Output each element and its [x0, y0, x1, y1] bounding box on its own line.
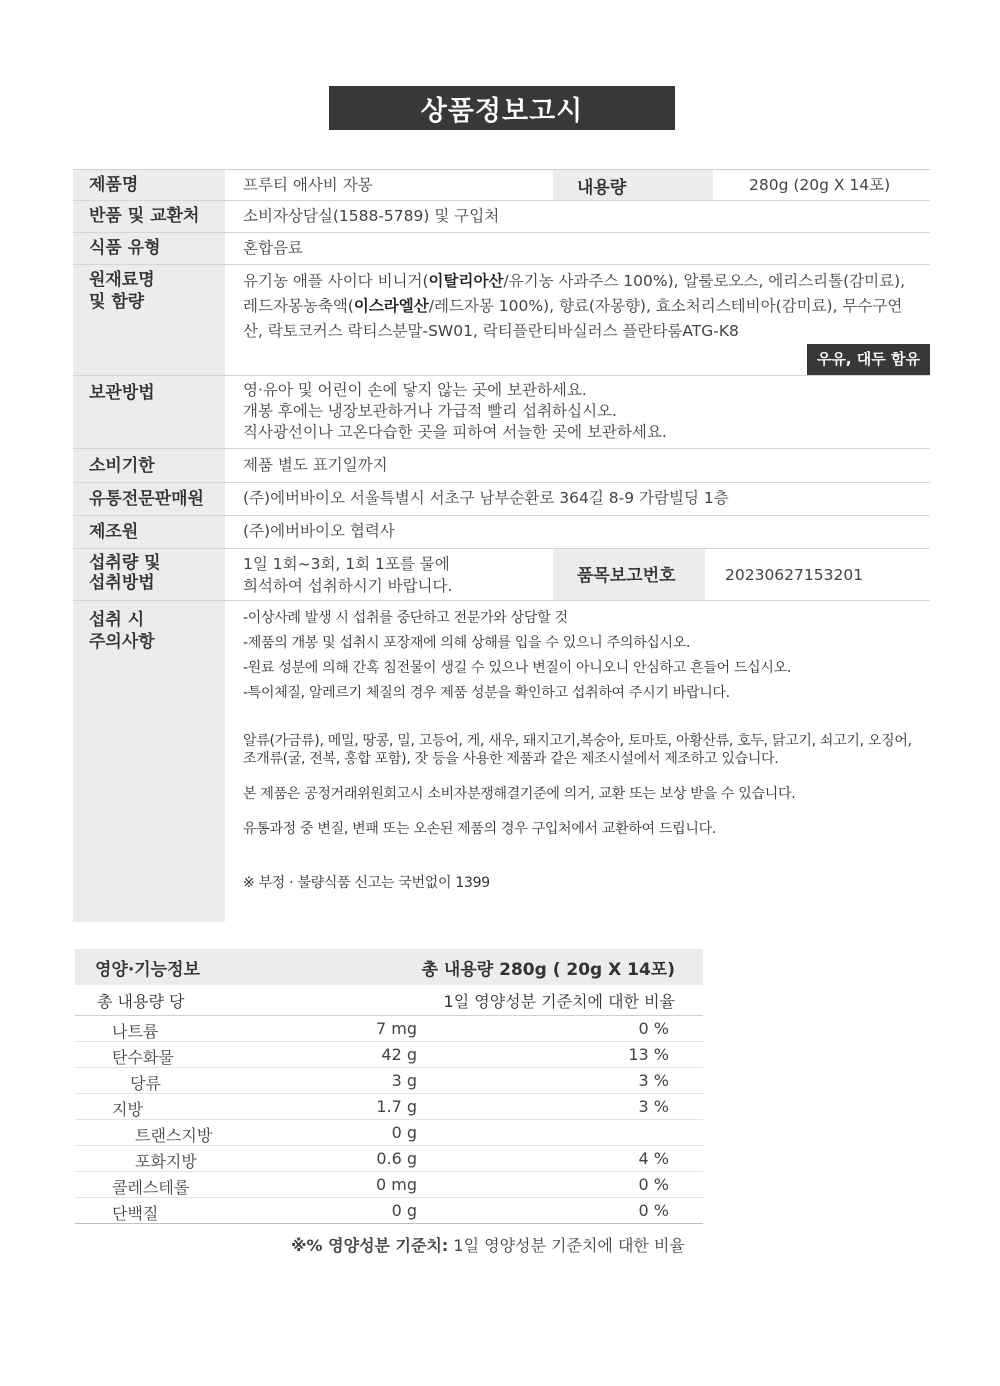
- caution-dispute: 본 제품은 공정거래위원회고시 소비자분쟁해결기준에 의거, 교환 또는 보상 받을 수 있습니다.: [243, 786, 796, 802]
- page-title: 상품정보고시: [329, 86, 675, 130]
- label-volume: 내용량: [553, 170, 713, 200]
- nutrient-amount: 0.6 g: [376, 1149, 417, 1168]
- row-storage: [73, 376, 930, 449]
- caution-line: -특이체질, 알레르기 체질의 경우 제품 성분을 확인하고 섭취하여 주시기 바랍니다.: [243, 685, 730, 701]
- nutrition-header: [75, 949, 703, 985]
- nutrition-sub-right: 1일 영양성분 기준치에 대한 비율: [443, 991, 675, 1011]
- label-caution-line-2: 주의사항: [89, 632, 155, 652]
- nutrition-row: [75, 1094, 703, 1120]
- caution-line: -이상사례 발생 시 섭취를 중단하고 전문가와 상담할 것: [243, 610, 568, 626]
- ingredients-text-2: /유기농 사과주스 100%), 알룰로오스, 에리스리톨(감미료), 레드자몽농축액(: [243, 272, 906, 315]
- caution-allergen: 알류(가금류), 메밀, 땅콩, 밀, 고등어, 게, 새우, 돼지고기,복숭아, 토마토, 아황산류, 호두, 닭고기, 쇠고기, 오징어, 조개류(굴, 전복, 홍합 포함), 잣 등을 사용한 제품과 같은 제조시설에서 제조하고 있습니다.: [243, 733, 912, 767]
- allergy-badge: 우유, 대두 함유: [807, 344, 930, 375]
- row-returns: [73, 201, 930, 233]
- label-product-name: 제품명: [73, 170, 225, 200]
- nutrient-percent: 0 %: [638, 1175, 669, 1194]
- intake-line-2: 희석하여 섭취하시기 바랍니다.: [243, 577, 453, 595]
- nutrient-name: 콜레스테롤: [112, 1178, 190, 1197]
- nutrition-row: [75, 1068, 703, 1094]
- ingredients-text-3: /레드자몽 100%), 향료(자몽향), 효소처리스테비아(감미료), 무수구연산, 락토코커스 락티스분말-SW01, 락티플란티바실러스 플란타룸ATG-K8: [243, 297, 903, 340]
- caution-line: -제품의 개봉 및 섭취시 포장재에 의해 상해를 입을 수 있으니 주의하십시오.: [243, 635, 691, 651]
- storage-line: 개봉 후에는 냉장보관하거나 가급적 빨리 섭취하십시오.: [243, 402, 617, 420]
- nutrition-sub-left: 총 내용량 당: [97, 991, 185, 1011]
- value-storage: [225, 376, 930, 448]
- row-intake: [73, 549, 930, 601]
- nutrition-table: [75, 949, 703, 1224]
- footnote-text: 1일 영양성분 기준치에 대한 비율: [448, 1236, 685, 1255]
- label-intake-line-2: 섭취방법: [89, 573, 155, 593]
- label-caution: [73, 601, 225, 922]
- nutrient-percent: 0 %: [638, 1201, 669, 1220]
- row-product-name: [73, 170, 930, 201]
- nutrient-name: 탄수화물: [112, 1048, 174, 1067]
- nutrient-name: 포화지방: [135, 1152, 197, 1171]
- label-storage: 보관방법: [73, 376, 225, 448]
- product-info-table: [73, 169, 930, 922]
- nutrient-name: 단백질: [112, 1204, 159, 1223]
- value-seller: (주)에버바이오 서울특별시 서초구 남부순환로 364길 8-9 가람빌딩 1층: [243, 489, 729, 507]
- nutrient-name: 지방: [112, 1100, 143, 1119]
- nutrition-row: [75, 1016, 703, 1042]
- row-maker: [73, 516, 930, 549]
- value-intake: [225, 549, 553, 600]
- nutrient-percent: 0 %: [638, 1019, 669, 1038]
- label-seller: 유통전문판매원: [73, 483, 225, 515]
- value-caution: [225, 601, 930, 922]
- nutrient-amount: 0 g: [391, 1123, 417, 1142]
- ingredients-origin-2: 이스라엘산: [353, 297, 429, 315]
- nutrition-row: [75, 1042, 703, 1068]
- label-caution-line-1: 섭취 시: [89, 610, 145, 630]
- nutrition-footnote: [291, 1233, 685, 1256]
- caution-report: ※ 부정 · 불량식품 신고는 국번없이 1399: [243, 875, 490, 891]
- nutrient-percent: 13 %: [628, 1045, 669, 1064]
- nutrient-name: 당류: [130, 1074, 161, 1093]
- label-intake-line-1: 섭취량 및: [89, 553, 161, 573]
- row-ingredients: [73, 265, 930, 376]
- nutrient-percent: 3 %: [638, 1071, 669, 1090]
- value-product-name: 프루티 애사비 자몽: [243, 176, 373, 194]
- nutrient-amount: 7 mg: [375, 1019, 417, 1038]
- intake-line-1: 1일 1회~3회, 1회 1포를 물에: [243, 555, 450, 573]
- value-expiry: 제품 별도 표기일까지: [243, 456, 388, 474]
- label-food-type: 식품 유형: [73, 233, 225, 264]
- label-ingredients: [73, 265, 225, 375]
- label-maker: 제조원: [73, 516, 225, 548]
- label-report-number: 품목보고번호: [553, 549, 705, 600]
- storage-line: 영·유아 및 어린이 손에 닿지 않는 곳에 보관하세요.: [243, 381, 587, 399]
- nutrition-header-title: 영양·기능정보: [95, 959, 200, 980]
- row-caution: [73, 601, 930, 922]
- value-returns: 소비자상담실(1588-5789) 및 구입처: [243, 207, 500, 225]
- nutrient-amount: 42 g: [381, 1045, 417, 1064]
- nutrient-name: 나트륨: [112, 1022, 159, 1041]
- label-expiry: 소비기한: [73, 449, 225, 482]
- nutrition-row: [75, 1172, 703, 1198]
- nutrition-row: [75, 1198, 703, 1224]
- nutrient-amount: 1.7 g: [376, 1097, 417, 1116]
- nutrition-row: [75, 1120, 703, 1146]
- storage-line: 직사광선이나 고온다습한 곳을 피하여 서늘한 곳에 보관하세요.: [243, 423, 667, 441]
- label-intake: [73, 549, 225, 600]
- ingredients-text-1: 유기농 애플 사이다 비니거(: [243, 272, 429, 290]
- nutrient-amount: 3 g: [391, 1071, 417, 1090]
- row-food-type: [73, 233, 930, 265]
- nutrition-row: [75, 1146, 703, 1172]
- value-food-type: 혼합음료: [243, 239, 303, 257]
- value-maker: (주)에버바이오 협력사: [243, 522, 395, 540]
- nutrient-amount: 0 g: [391, 1201, 417, 1220]
- nutrient-percent: 4 %: [638, 1149, 669, 1168]
- caution-line: -원료 성분에 의해 간혹 침전물이 생길 수 있으나 변질이 아니오니 안심하고 흔들어 드십시오.: [243, 660, 791, 676]
- caution-exchange: 유통과정 중 변질, 변패 또는 오손된 제품의 경우 구입처에서 교환하여 드립니다.: [243, 821, 716, 837]
- ingredients-origin-1: 이탈리아산: [428, 272, 504, 290]
- value-volume: 280g (20g X 14포): [749, 176, 891, 194]
- nutrition-subheader: [75, 985, 703, 1016]
- nutrient-percent: 3 %: [638, 1097, 669, 1116]
- footnote-bold: ※% 영양성분 기준치:: [291, 1236, 449, 1255]
- row-expiry: [73, 449, 930, 483]
- nutrition-header-total: 총 내용량 280g ( 20g X 14포): [421, 959, 675, 980]
- value-ingredients: [225, 265, 930, 375]
- label-ingredients-line-1: 원재료명: [89, 270, 155, 290]
- label-ingredients-line-2: 및 함량: [89, 292, 145, 312]
- row-seller: [73, 483, 930, 516]
- value-report-number: 20230627153201: [725, 566, 864, 584]
- nutrient-name: 트랜스지방: [135, 1126, 213, 1145]
- label-returns: 반품 및 교환처: [73, 201, 225, 232]
- nutrient-amount: 0 mg: [375, 1175, 417, 1194]
